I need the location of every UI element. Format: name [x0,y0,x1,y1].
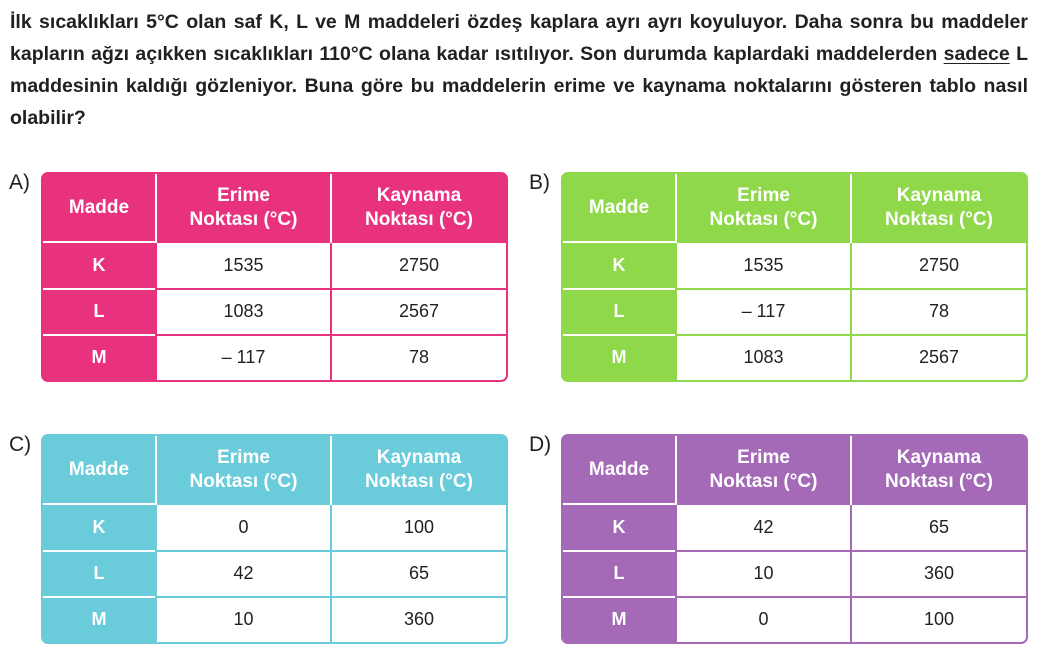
erime-value: 1083 [156,289,331,335]
table-row [563,551,1026,597]
row-name: K [563,504,676,550]
table-row [43,551,506,597]
kaynama-value: 65 [331,551,506,597]
option-a-label[interactable]: A) [9,171,30,194]
erime-value: – 117 [676,289,851,335]
header-kaynama: Kaynama Noktası (°C) [365,184,473,230]
row-name: M [563,335,676,380]
header-erime: Erime Noktası (°C) [156,174,331,242]
erime-value: 10 [676,551,851,597]
row-name: M [43,335,156,380]
erime-value: 0 [676,597,851,642]
table-row [563,597,1026,642]
kaynama-value: 2567 [851,335,1026,380]
erime-value: 10 [156,597,331,642]
erime-value: 1535 [676,242,851,288]
erime-value: 1535 [156,242,331,288]
kaynama-value: 100 [851,597,1026,642]
table-row [43,504,506,550]
question-emphasis: sadece [943,43,1010,65]
erime-value: – 117 [156,335,331,380]
row-name: K [563,242,676,288]
option-d-label[interactable]: D) [529,433,552,456]
table-row [43,289,506,335]
row-name: K [43,242,156,288]
kaynama-value: 65 [851,504,1026,550]
erime-value: 42 [676,504,851,550]
kaynama-value: 100 [331,504,506,550]
kaynama-value: 78 [331,335,506,380]
option-d-table [561,434,1028,644]
header-madde: Madde [563,436,676,504]
kaynama-value: 360 [851,551,1026,597]
table-row [43,597,506,642]
row-name: L [563,551,676,597]
header-madde: Madde [43,174,156,242]
row-name: L [43,289,156,335]
table-row [43,335,506,380]
option-a-table [41,172,508,382]
table-row [563,242,1026,288]
question-part2: L maddesinin kaldığı gözleniyor. Buna göre bu maddelerin erime ve kaynama noktalarını gösteren tablo nasıl olabilir? [10,43,1028,129]
header-kaynama: Kaynama Noktası (°C) [365,446,473,492]
kaynama-value: 2567 [331,289,506,335]
header-erime: Erime Noktası (°C) [676,174,851,242]
option-c-table [41,434,508,644]
header-madde: Madde [563,174,676,242]
kaynama-value: 2750 [331,242,506,288]
row-name: M [43,597,156,642]
erime-value: 0 [156,504,331,550]
erime-value: 42 [156,551,331,597]
table-row [563,335,1026,380]
erime-value: 1083 [676,335,851,380]
kaynama-value: 78 [851,289,1026,335]
kaynama-value: 2750 [851,242,1026,288]
table-row [563,504,1026,550]
row-name: L [43,551,156,597]
table-row [43,242,506,288]
row-name: L [563,289,676,335]
option-b-table [561,172,1028,382]
option-b-label[interactable]: B) [529,171,550,194]
header-erime: Erime Noktası (°C) [676,436,851,504]
table-row [563,289,1026,335]
header-madde: Madde [43,436,156,504]
row-name: K [43,504,156,550]
option-c-label[interactable]: C) [9,433,32,456]
kaynama-value: 360 [331,597,506,642]
header-erime: Erime Noktası (°C) [156,436,331,504]
question-part1: İlk sıcaklıkları 5°C olan saf K, L ve M maddeleri özdeş kaplara ayrı ayrı koyuluyor. Daha sonra bu maddeler kapların ağzı açıkken sıcaklıkları 110°C olana kadar ısıtılıyor. Son durumda kaplardaki maddelerden [10,11,1028,65]
header-kaynama: Kaynama Noktası (°C) [885,446,993,492]
header-kaynama: Kaynama Noktası (°C) [885,184,993,230]
question-text [10,6,1028,134]
row-name: M [563,597,676,642]
